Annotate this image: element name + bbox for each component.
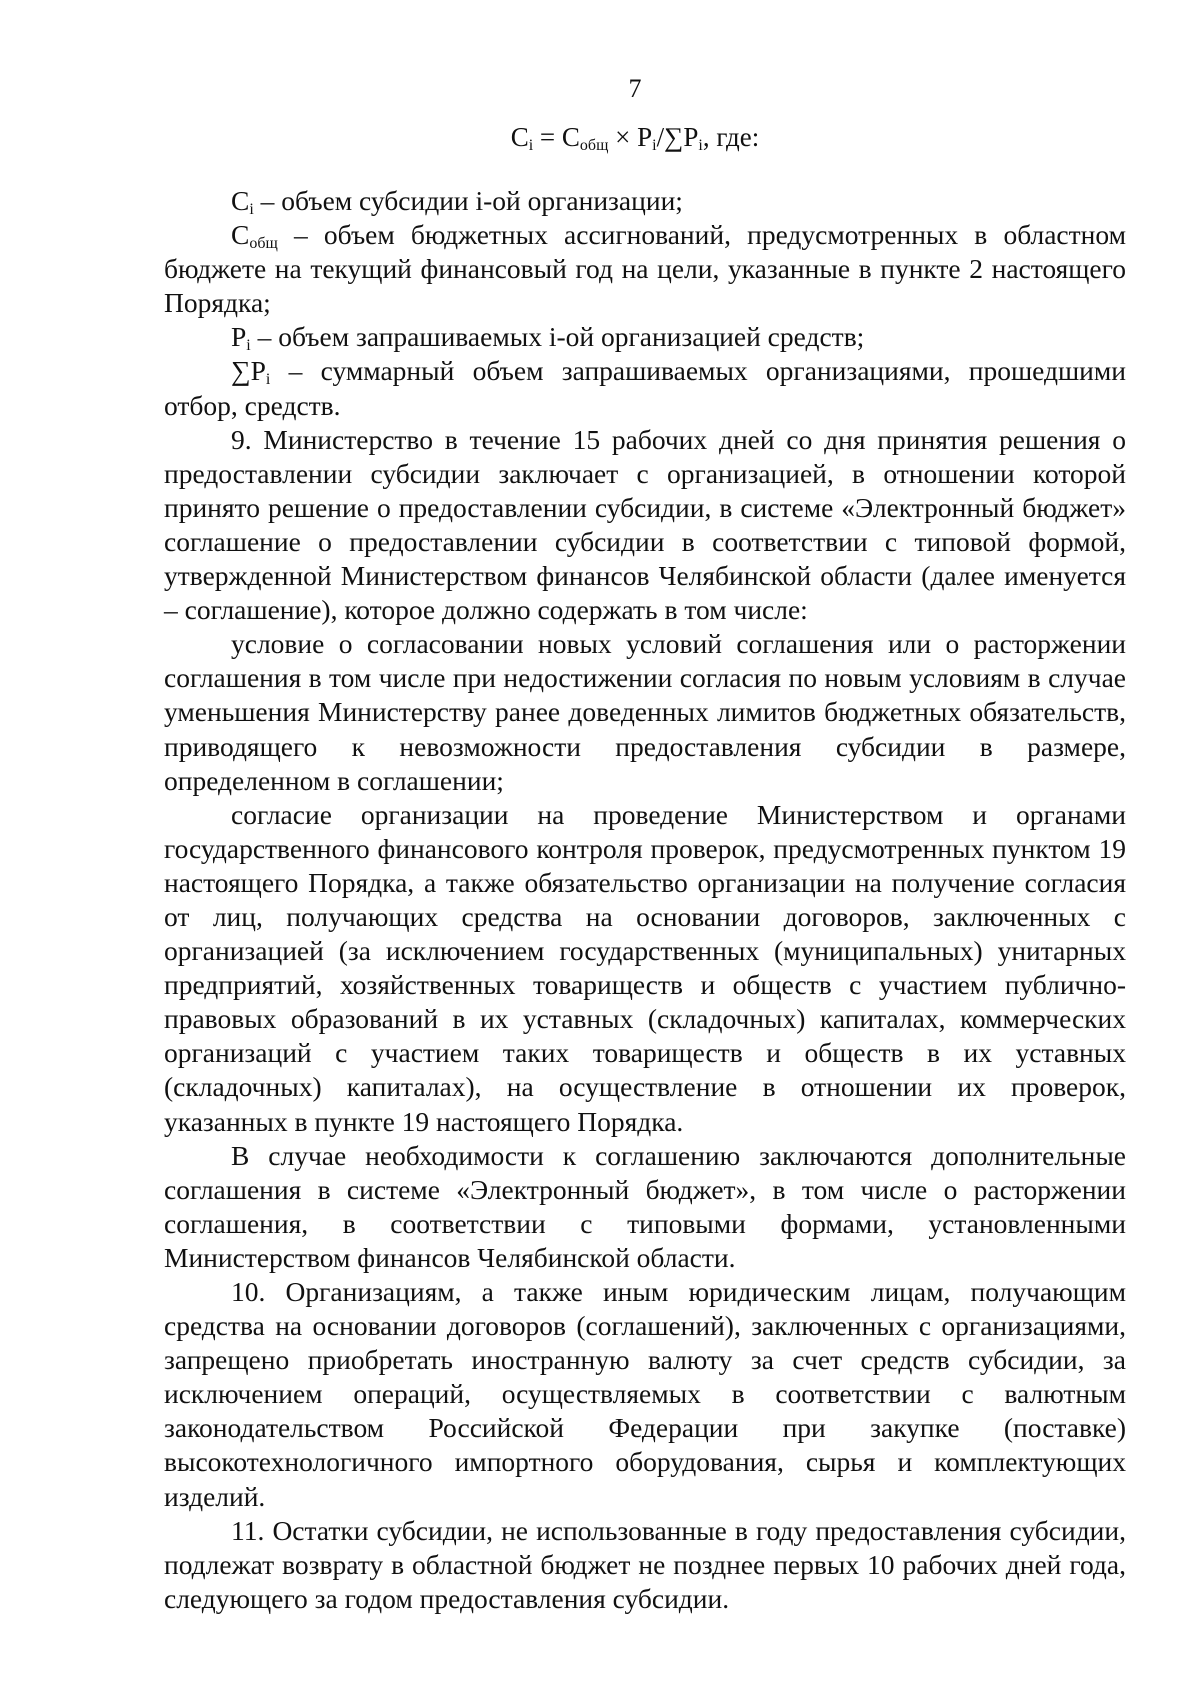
formula-c-total: C: [561, 122, 580, 152]
definition-sum-p: [164, 354, 1126, 422]
formula-p-i-subscript: i: [652, 137, 657, 154]
formula-sum-subscript: i: [698, 137, 703, 154]
definition-p-i: [164, 320, 1126, 354]
definition-p-i-symbol: P: [231, 321, 247, 353]
formula-c-i-subscript: i: [528, 137, 534, 154]
paragraph-11: 11. Остатки субсидии, не использованные в году предоставления субсидии, подлежат возврату в областной бюджет не позднее первых 10 рабочих дней года, следующего за годом предоставления субсидии.: [164, 1514, 1126, 1614]
formula-sum: /∑P: [656, 122, 699, 152]
definition-sum-p-subscript: i: [265, 371, 271, 389]
definition-c-total-subscript: общ: [249, 235, 278, 253]
formula-c-i: C: [510, 122, 529, 152]
paragraph-9-condition: условие о согласовании новых условий соглашения или о расторжении соглашения в том числе при недостижении согласия по новым условиям в случае уменьшения Министерству ранее доведенных лимитов бюджетных обязательств, приводящего к невозможности предоставления субсидии в размере, определенном в соглашении;: [164, 628, 1126, 796]
subsidy-formula: [0, 120, 1200, 154]
definition-c-i-text: – объем субсидии i-ой организации;: [253, 185, 683, 216]
definition-c-i: [164, 184, 1126, 218]
definition-c-total-text: – объем бюджетных ассигнований, предусмотренных в областном бюджете на текущий финансовый год на цели, указанные в пункте 2 настоящего Порядка;: [164, 219, 1126, 319]
formula-tail: , где:: [702, 122, 760, 152]
definition-c-i-symbol: C: [231, 185, 250, 216]
definition-sum-p-text: – суммарный объем запрашиваемых организациями, прошедшими отбор, средств.: [164, 355, 1126, 421]
formula-equals: =: [533, 122, 562, 152]
formula-times: ×: [608, 122, 638, 152]
paragraph-9-additional-agreements: В случае необходимости к соглашению заключаются дополнительные соглашения в системе «Электронный бюджет», в том числе о расторжении соглашения, в соответствии с типовыми формами, установленными Министерством финансов Челябинской области.: [164, 1139, 1126, 1273]
definition-p-i-subscript: i: [246, 337, 251, 355]
definition-p-i-text: – объем запрашиваемых i-ой организацией средств;: [250, 321, 865, 353]
paragraph-10: 10. Организациям, а также иным юридическим лицам, получающим средства на основании договоров (соглашений), заключенных с организациями, запрещено приобретать иностранную валюту за счет средств субсидии, за исключением операций, осуществляемых в соответствии с валютным законодательством Российской Федерации при закупке (поставке) высокотехнологичного импортного оборудования, сырья и комплектующих изделий.: [164, 1276, 1126, 1512]
document-body: [164, 184, 1126, 1616]
formula-p-i: P: [637, 122, 653, 152]
definition-c-total-symbol: C: [231, 219, 250, 251]
formula-c-total-subscript: общ: [579, 137, 609, 154]
page-number: 7: [628, 74, 642, 103]
definition-sum-p-symbol: ∑P: [231, 355, 266, 387]
paragraph-9: 9. Министерство в течение 15 рабочих дней со дня принятия решения о предоставлении субсидии заключает с организацией, в отношении которой принято решение о предоставлении субсидии, в системе «Электронный бюджет» соглашение о предоставлении субсидии в соответствии с типовой формой, утвержденной Министерством финансов Челябинской области (далее именуется – соглашение), которое должно содержать в том числе:: [164, 423, 1126, 626]
paragraph-9-consent: согласие организации на проведение Министерством и органами государственного финансового контроля проверок, предусмотренных пунктом 19 настоящего Порядка, а также обязательство организации на получение согласия от лиц, получающих средства на основании договоров, заключенных с организацией (за исключением государственных (муниципальных) унитарных предприятий, хозяйственных товариществ и обществ с участием публично-правовых образований в их уставных (складочных) капиталах, коммерческих организаций с участием таких товариществ и обществ в их уставных (складочных) капиталах), на осуществление в отношении их проверок, указанных в пункте 19 настоящего Порядка.: [164, 798, 1126, 1137]
definition-c-total: [164, 218, 1126, 320]
definition-c-i-subscript: i: [249, 201, 254, 218]
